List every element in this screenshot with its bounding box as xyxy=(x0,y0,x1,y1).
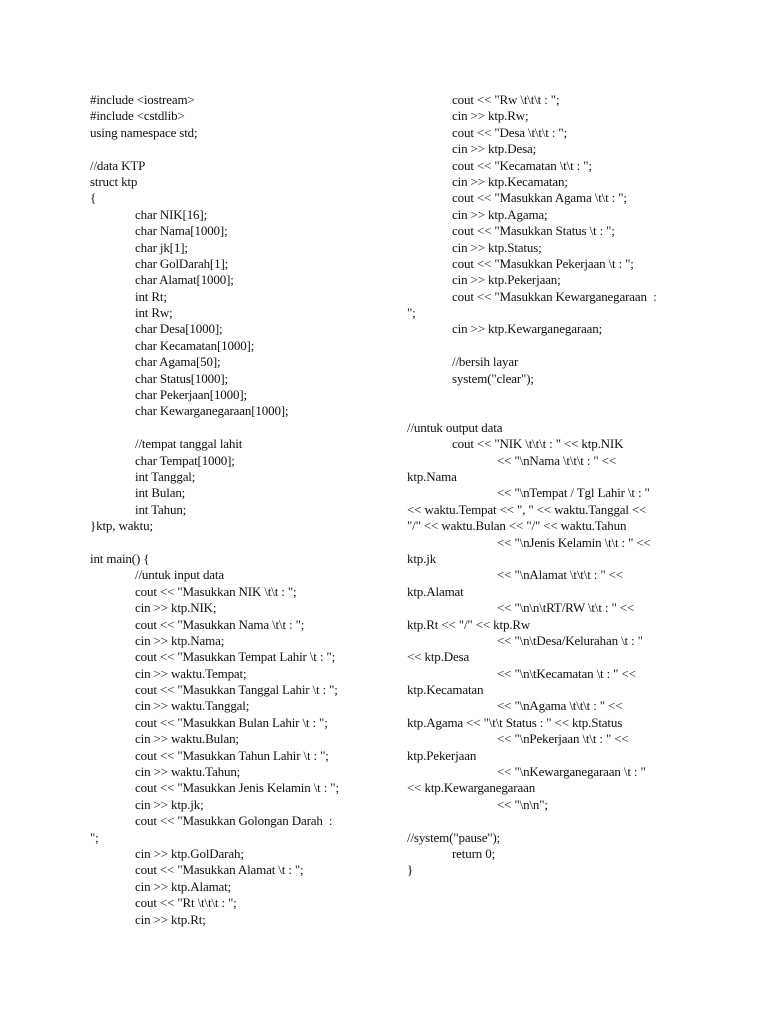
code-line xyxy=(407,403,727,419)
code-line: #include <iostream> xyxy=(90,92,195,107)
code-line: int Bulan; xyxy=(135,485,186,501)
code-line: cin >> waktu.Tahun; xyxy=(135,764,241,780)
code-line xyxy=(407,813,727,829)
code-line: cout << "Masukkan Agama \t\t : "; xyxy=(452,190,627,206)
code-line: char Desa[1000]; xyxy=(135,321,223,337)
code-line: char Pekerjaan[1000]; xyxy=(135,387,247,403)
code-line: char Kewarganegaraan[1000]; xyxy=(135,403,289,419)
code-line: char Nama[1000]; xyxy=(135,223,228,239)
code-line: int Rw; xyxy=(135,305,173,321)
code-line: cin >> ktp.Alamat; xyxy=(135,878,232,894)
code-line: << ktp.Desa xyxy=(407,649,470,665)
code-line: struct ktp xyxy=(90,173,138,189)
right-code-column xyxy=(407,92,727,879)
code-line: } xyxy=(407,862,414,878)
code-line: #include <cstdlib> xyxy=(90,108,185,124)
code-line: cin >> waktu.Tempat; xyxy=(135,665,247,681)
code-line: char Agama[50]; xyxy=(135,354,221,370)
code-line: int Tahun; xyxy=(135,501,187,517)
code-line: //untuk output data xyxy=(407,419,503,435)
code-line: cout << "Rt \t\t\t : "; xyxy=(135,895,237,911)
code-line: << waktu.Tempat << ", " << waktu.Tanggal << xyxy=(407,501,647,517)
code-line: //untuk input data xyxy=(135,567,225,583)
code-line: cout << "Masukkan Kewarganegaraan : xyxy=(452,288,657,304)
code-line: ktp.Rt << "/" << ktp.Rw xyxy=(407,616,531,632)
code-line: << "\nPekerjaan \t\t : " << xyxy=(497,731,629,747)
code-line: cout << "Masukkan Pekerjaan \t : "; xyxy=(452,255,634,271)
code-line: << "\n\tKecamatan \t : " << xyxy=(497,665,636,681)
code-line: "; xyxy=(407,305,416,321)
code-line: cout << "Masukkan Golongan Darah : xyxy=(135,813,333,829)
code-line: cout << "Desa \t\t\t : "; xyxy=(452,124,568,140)
code-line: << "\n\n\tRT/RW \t\t : " << xyxy=(497,600,635,616)
code-line: system("clear"); xyxy=(452,370,534,386)
code-line: << "\nTempat / Tgl Lahir \t : " xyxy=(497,485,650,501)
code-line: cin >> ktp.Status; xyxy=(452,239,542,255)
code-line: << "\n\tDesa/Kelurahan \t : " xyxy=(497,632,643,648)
code-line: << "\nJenis Kelamin \t\t : " << xyxy=(497,534,651,550)
code-line: cout << "Masukkan Bulan Lahir \t : "; xyxy=(135,714,328,730)
code-line: << "\n\n"; xyxy=(497,796,548,812)
code-line: cout << "Masukkan Alamat \t : "; xyxy=(135,862,304,878)
code-line: cin >> ktp.Agama; xyxy=(452,206,548,222)
code-line: char NIK[16]; xyxy=(135,206,208,222)
code-line: cin >> ktp.Rw; xyxy=(452,108,529,124)
code-line: cout << "Masukkan Tempat Lahir \t : "; xyxy=(135,649,336,665)
code-line: cin >> waktu.Bulan; xyxy=(135,731,239,747)
code-line: cin >> ktp.Rt; xyxy=(135,911,206,927)
code-line: return 0; xyxy=(452,845,496,861)
code-line xyxy=(90,141,410,157)
code-line: ktp.jk xyxy=(407,550,437,566)
code-line: cin >> ktp.Desa; xyxy=(452,141,537,157)
code-line: char GolDarah[1]; xyxy=(135,255,229,271)
code-line: ktp.Pekerjaan xyxy=(407,747,477,763)
code-line: cin >> ktp.GolDarah; xyxy=(135,845,244,861)
code-line: int Tanggal; xyxy=(135,468,196,484)
code-line: ktp.Alamat xyxy=(407,583,464,599)
code-line: cout << "Masukkan NIK \t\t : "; xyxy=(135,583,297,599)
code-line: cout << "Masukkan Jenis Kelamin \t : "; xyxy=(135,780,339,796)
code-line: cin >> ktp.Kecamatan; xyxy=(452,173,568,189)
code-line: //data KTP xyxy=(90,157,146,173)
code-line: cin >> ktp.NIK; xyxy=(135,600,217,616)
code-line: char Alamat[1000]; xyxy=(135,272,234,288)
code-line: cin >> ktp.Pekerjaan; xyxy=(452,272,561,288)
code-line: //bersih layar xyxy=(452,354,519,370)
code-line: cin >> ktp.jk; xyxy=(135,796,204,812)
code-line: cin >> ktp.Nama; xyxy=(135,632,225,648)
code-line: cout << "Masukkan Tanggal Lahir \t : "; xyxy=(135,682,338,698)
code-line: { xyxy=(90,190,97,206)
code-line: cout << "Masukkan Status \t : "; xyxy=(452,223,615,239)
code-line: //tempat tanggal lahit xyxy=(135,436,243,452)
code-line: cin >> waktu.Tanggal; xyxy=(135,698,250,714)
code-line: cout << "Rw \t\t\t : "; xyxy=(452,92,560,107)
code-line xyxy=(407,338,727,354)
code-line: //system("pause"); xyxy=(407,829,501,845)
code-line: cout << "Kecamatan \t\t : "; xyxy=(452,157,592,173)
code-line: << "\nAgama \t\t\t : " << xyxy=(497,698,623,714)
code-line: cin >> ktp.Kewarganegaraan; xyxy=(452,321,603,337)
code-line: ktp.Agama << "\t\t Status : " << ktp.Status xyxy=(407,714,623,730)
code-line: char Tempat[1000]; xyxy=(135,452,235,468)
code-line: cout << "Masukkan Tahun Lahir \t : "; xyxy=(135,747,329,763)
code-line: char Kecamatan[1000]; xyxy=(135,337,255,353)
code-line: << "\nAlamat \t\t\t : " << xyxy=(497,567,623,583)
code-line: char jk[1]; xyxy=(135,239,188,255)
code-line: "; xyxy=(90,829,99,845)
code-line xyxy=(90,420,410,436)
code-line xyxy=(90,535,410,551)
code-line: cout << "Masukkan Nama \t\t : "; xyxy=(135,616,305,632)
code-line: ktp.Nama xyxy=(407,468,457,484)
code-line xyxy=(407,387,727,403)
code-line: ktp.Kecamatan xyxy=(407,682,484,698)
code-line: "/" << waktu.Bulan << "/" << waktu.Tahun xyxy=(407,518,627,534)
code-line: int main() { xyxy=(90,550,150,566)
code-line: << "\nNama \t\t\t : " << xyxy=(497,452,617,468)
code-line: char Status[1000]; xyxy=(135,370,228,386)
code-line: using namespace std; xyxy=(90,124,198,140)
code-line: }ktp, waktu; xyxy=(90,518,153,534)
code-line: << ktp.Kewarganegaraan xyxy=(407,780,536,796)
left-code-column xyxy=(90,92,410,928)
code-line: << "\nKewarganegaraan \t : " xyxy=(497,764,646,780)
code-line: cout << "NIK \t\t\t : " << ktp.NIK xyxy=(452,436,624,452)
code-line: int Rt; xyxy=(135,288,167,304)
